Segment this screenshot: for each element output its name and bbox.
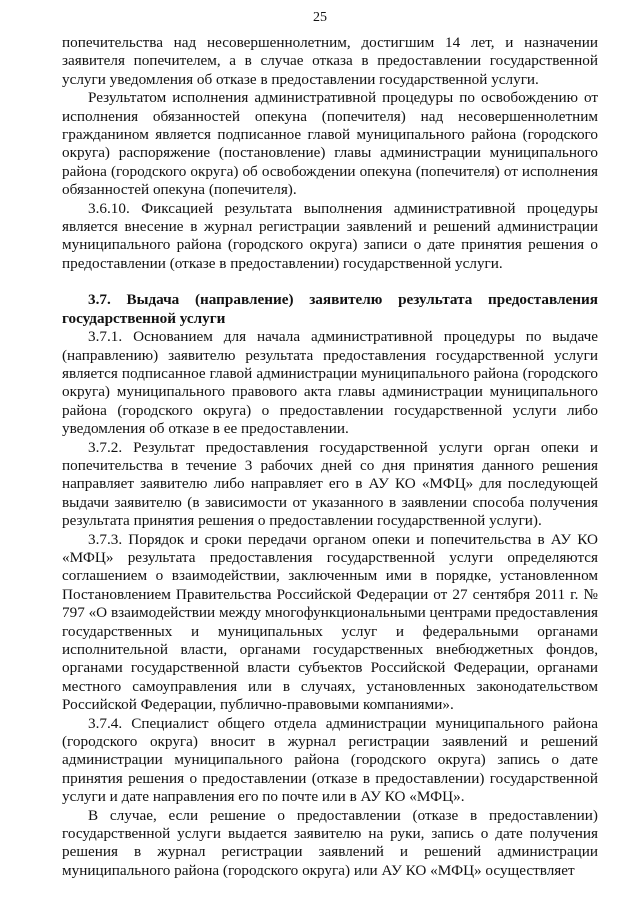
paragraph-result-release: Результатом исполнения административной процедуры по освобождению от исполнения обязанностей опекуна (попечителя) над несовершеннолетним гражданином является подписанное главой муниципального района (городского округа) распоряжение (постановление) главы администрации муниципального района (городского округа) об освобождении опекуна (попечителя) от исполнения обязанностей опекуна (попечителя).: [62, 89, 598, 199]
paragraph-continuation: попечительства над несовершеннолетним, достигшим 14 лет, и назначении заявителя попечителем, а в случае отказа в предоставлении государственной услуги уведомления об отказе в предоставлении государственной услуги.: [62, 34, 598, 88]
paragraph-3-7-3: 3.7.3. Порядок и сроки передачи органом опеки и попечительства в АУ КО «МФЦ» результата предоставления государственной услуги определяются соглашением о взаимодействии, заключенным ими в порядке, установленном Постановлением Правительства Российской Федерации от 27 сентября 2011 г. № 797 «О взаимодействии между многофункциональными центрами предоставления государственных и муниципальных услуг и федеральными органами исполнительной власти, органами государственных внебюджетных фондов, органами государственной власти субъектов Российской Федерации, органами местного самоуправления или в случаях, установленных законодательством Российской Федерации, публично-правовыми компаниями».: [62, 530, 598, 714]
paragraph-3-7-1: 3.7.1. Основанием для начала административной процедуры по выдаче (направлению) заявителю результата предоставления государственной услуги является подписанное главой администрации муниципального района (городского округа) муниципального правового акта главы администрации муниципального района (городского округа) о предоставлении государственной услуги либо уведомления об отказе в ее предоставлении.: [62, 328, 598, 438]
document-body: [62, 34, 598, 880]
paragraph-hand-delivery: В случае, если решение о предоставлении (отказе в предоставлении) государственной услуги выдается заявителю на руки, запись о дате получения решения в журнал регистрации заявлений и решений администрации муниципального района (городского округа) или АУ КО «МФЦ» осуществляет: [62, 806, 598, 879]
paragraph-3-7-2: 3.7.2. Результат предоставления государственной услуги орган опеки и попечительства в течение 3 рабочих дней со дня принятия данного решения направляет заявителю либо направляет его в АУ КО «МФЦ» для последующей выдачи заявителю (в зависимости от указанного в заявлении способа получения результата принятия решения о предоставлении государственной услуги).: [62, 438, 598, 530]
page-number: 25: [313, 10, 327, 25]
paragraph-3-6-10: 3.6.10. Фиксацией результата выполнения административной процедуры является внесение в журнал регистрации заявлений и решений администрации муниципального района (городского округа) записи о дате принятия решения о предоставлении (отказе в предоставлении) государственной услуги.: [62, 199, 598, 272]
section-heading-3-7: 3.7. Выдача (направление) заявителю результата предоставления государственной услуги: [62, 291, 598, 327]
paragraph-3-7-4: 3.7.4. Специалист общего отдела администрации муниципального района (городского округа) вносит в журнал регистрации заявлений и решений администрации муниципального района (городского округа) запись о дате принятия решения о предоставлении (отказе в предоставлении) государственной услуги и дате направления его по почте или в АУ КО «МФЦ».: [62, 714, 598, 806]
